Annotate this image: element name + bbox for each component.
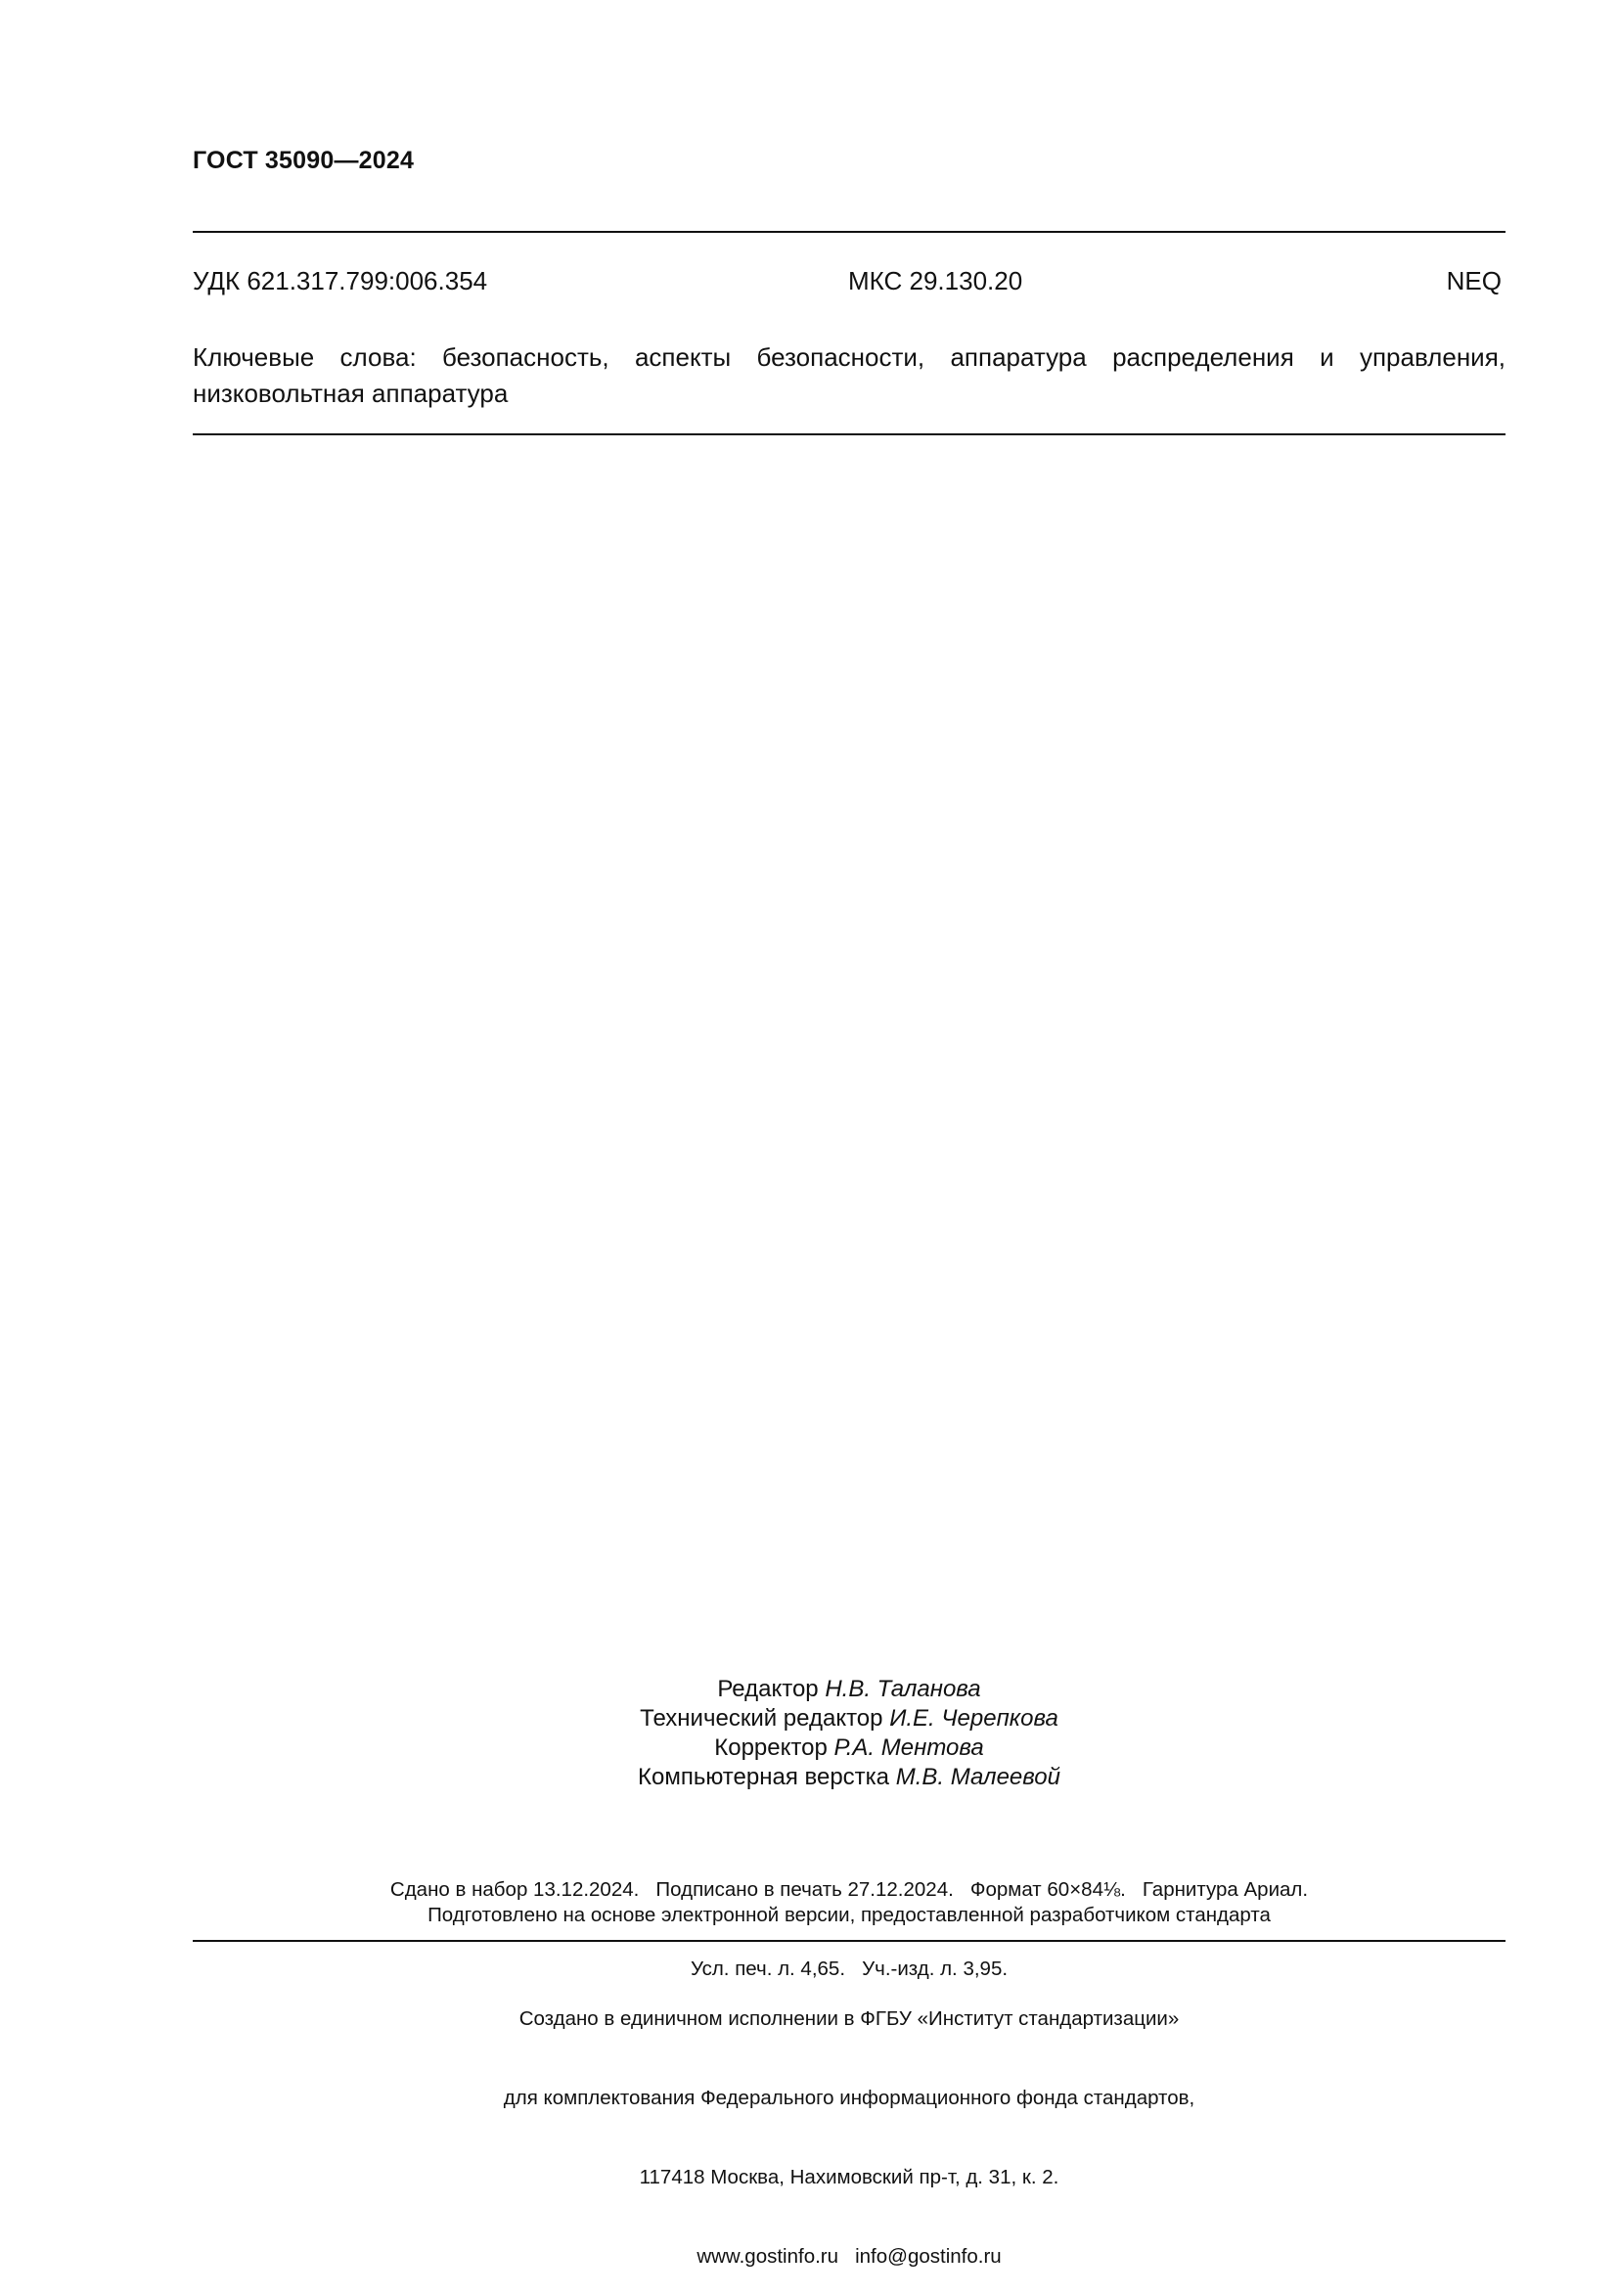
publisher-contacts: www.gostinfo.ru info@gostinfo.ru <box>697 2245 1002 2268</box>
publisher-block <box>193 1953 1506 2296</box>
udk-code: УДК 621.317.799:006.354 <box>193 266 488 295</box>
credit-editor <box>193 1675 1506 1704</box>
credit-name: И.Е. Черепкова <box>889 1705 1058 1732</box>
keywords-paragraph: Ключевые слова: безопасность, аспекты безопасности, аппаратура распределения и управления, низковольтная аппаратура <box>193 342 1506 408</box>
credit-role: Компьютерная верстка <box>638 1764 890 1790</box>
top-divider <box>193 231 1506 233</box>
credit-name: Н.В. Таланова <box>825 1676 981 1702</box>
credit-tech-editor <box>193 1704 1506 1733</box>
publisher-line: Создано в единичном исполнении в ФГБУ «Институт стандартизации» <box>518 2007 1180 2030</box>
document-code: ГОСТ 35090—2024 <box>193 147 415 174</box>
credit-corrector <box>193 1733 1506 1763</box>
print-info-line: Усл. печ. л. 4,65. Уч.-изд. л. 3,95. <box>690 1958 1009 1980</box>
credit-role: Редактор <box>717 1676 819 1702</box>
credit-layout <box>193 1763 1506 1792</box>
publisher-address: 117418 Москва, Нахимовский пр-т, д. 31, к. 2. <box>639 2166 1059 2188</box>
bottom-divider <box>193 1940 1506 1942</box>
print-info-line: Сдано в набор 13.12.2024. Подписано в печать 27.12.2024. Формат 60×84⅛. Гарнитура Ариал. <box>389 1878 1309 1901</box>
conformity-degree: NEQ <box>1446 266 1502 295</box>
publisher-line: для комплектования Федерального информационного фонда стандартов, <box>503 2087 1195 2109</box>
prepared-note: Подготовлено на основе электронной версии, предоставленной разработчиком стандарта <box>427 1904 1271 1926</box>
credit-name: Р.А. Ментова <box>833 1734 984 1761</box>
credit-role: Технический редактор <box>640 1705 883 1732</box>
keywords-divider <box>193 433 1506 435</box>
credits-block <box>193 1675 1506 1792</box>
credit-name: М.В. Малеевой <box>895 1764 1060 1790</box>
mks-code: МКС 29.130.20 <box>848 266 1023 295</box>
classification-row <box>193 266 1506 299</box>
credit-role: Корректор <box>714 1734 828 1761</box>
